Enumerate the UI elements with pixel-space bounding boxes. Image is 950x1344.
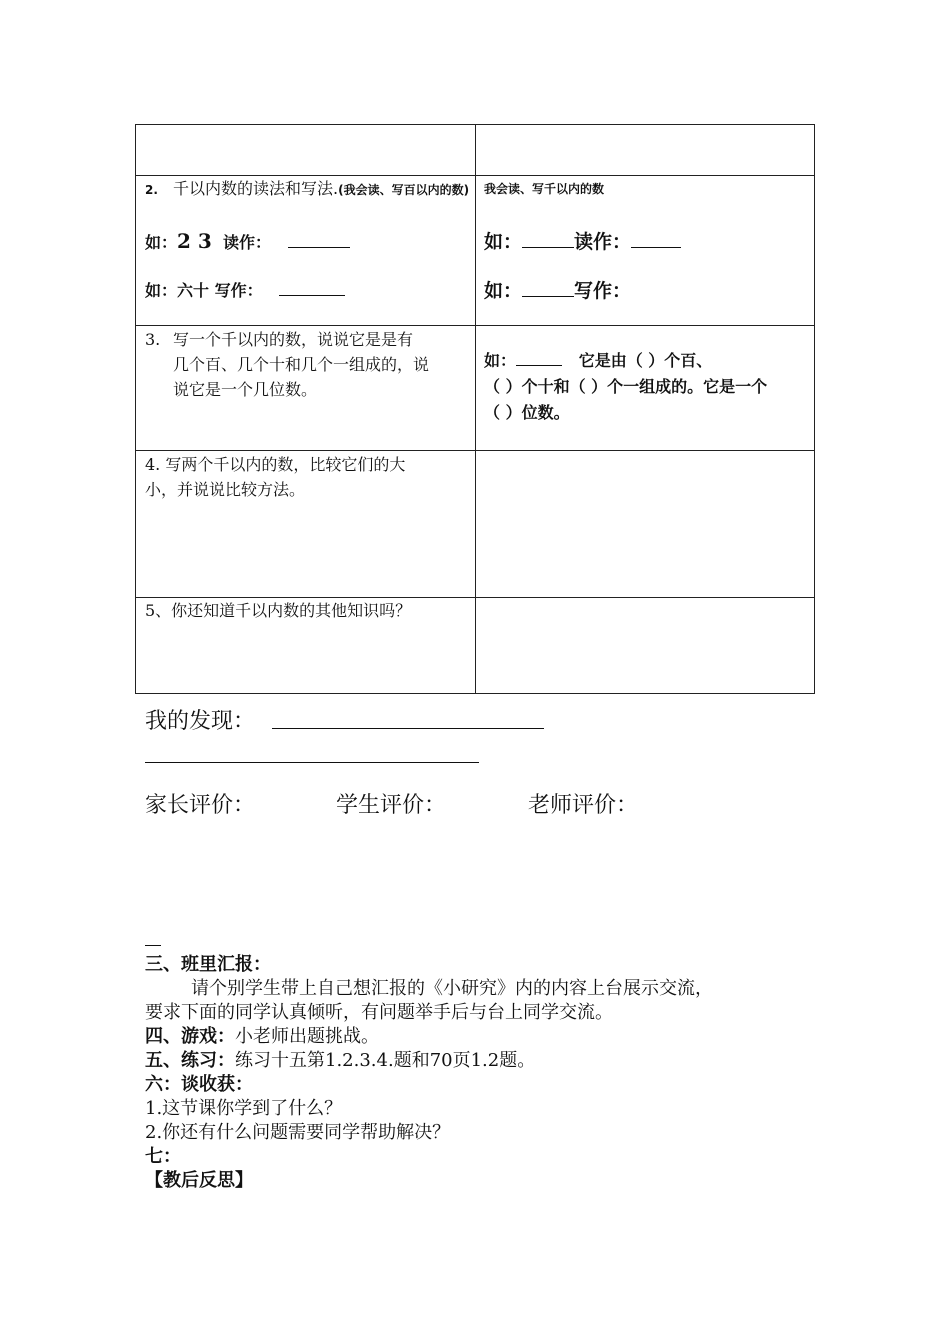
section-4-title: 四、游戏： — [145, 1026, 235, 1047]
row4-line: 小，并说说比较方法。 — [145, 480, 306, 499]
number-blank[interactable] — [522, 230, 574, 248]
section-6-question: 2.你还有什么问题需要同学帮助解决？ — [145, 1122, 451, 1143]
section-7-title: 七： — [145, 1146, 181, 1167]
composition-text: （ ）位数。 — [484, 403, 570, 422]
example-label: 如： — [484, 351, 517, 370]
answer-blank[interactable] — [631, 230, 681, 248]
example-label: 如： — [484, 231, 523, 253]
row5-line: 5、你还知道千以内数的其他知识吗？ — [145, 601, 412, 620]
section-5-text: 练习十五第1.2.3.4.题和70页1.2题。 — [235, 1050, 536, 1071]
lesson-sections — [145, 953, 845, 1193]
row3-number: 3. — [145, 330, 161, 349]
table-divider-vertical — [475, 125, 476, 693]
student-evaluation: 学生评价： — [336, 793, 447, 818]
reflection-heading: 【教后反思】 — [145, 1170, 253, 1191]
read-as-label: 读作： — [574, 231, 632, 253]
discovery-blank[interactable] — [272, 728, 544, 729]
section-6-title: 六：谈收获： — [145, 1074, 253, 1095]
teacher-evaluation: 老师评价： — [528, 793, 639, 818]
row3-left-cell — [145, 327, 473, 402]
section-3-title: 三、班里汇报： — [145, 954, 271, 975]
table-divider — [136, 325, 814, 326]
section-6-question: 1.这节课你学到了什么？ — [145, 1098, 343, 1119]
row2-left-cell — [145, 176, 470, 203]
parent-evaluation: 家长评价： — [145, 793, 256, 818]
row2-note: (我会读、写百以内的数) — [338, 183, 470, 197]
row3-line: 几个百、几个十和几个一组成的，说 — [173, 355, 430, 374]
answer-blank[interactable] — [279, 278, 345, 296]
discovery-line — [145, 704, 255, 735]
separator-dash — [145, 945, 161, 946]
example-number: 2 3 — [177, 229, 212, 253]
answer-blank[interactable] — [288, 230, 350, 248]
composition-text: 它是由（ ）个百、 — [578, 351, 713, 370]
section-3-text: 请个别学生带上自己想汇报的《小研究》内的内容上台展示交流， — [191, 978, 713, 999]
section-4-text: 小老师出题挑战。 — [235, 1026, 379, 1047]
example-label: 如： — [145, 233, 178, 252]
write-as-label: 写作： — [574, 280, 632, 302]
row2-topic: 千以内数的读法和写法. — [173, 179, 339, 198]
row3-line: 写一个千以内的数，说说它是是有 — [173, 330, 414, 349]
discovery-blank-2[interactable] — [145, 762, 479, 763]
table-divider — [136, 450, 814, 451]
read-as-label: 读作： — [222, 233, 271, 252]
composition-text: （ ）个十和（ ）个一组成的。它是一个 — [484, 377, 768, 396]
section-3-text: 要求下面的同学认真倾听，有问题举手后与台上同学交流。 — [145, 1002, 613, 1023]
row2-right-title: 我会读、写千以内的数 — [484, 182, 605, 196]
section-5-title: 五、练习： — [145, 1050, 235, 1071]
row2-left-example2 — [145, 278, 345, 301]
write-as-label: 如：六十 写作： — [145, 281, 263, 300]
row3-line: 说它是一个几位数。 — [173, 380, 318, 399]
example-label: 如： — [484, 280, 523, 302]
row5-left-cell — [145, 598, 473, 623]
row4-left-cell — [145, 452, 473, 502]
row2-right-example2 — [484, 276, 631, 303]
row2-left-example1 — [145, 229, 350, 253]
row4-line: 4. 写两个千以内的数，比较它们的大 — [145, 455, 406, 474]
row2-number: 2. — [145, 183, 158, 197]
number-blank[interactable] — [516, 350, 562, 366]
row3-right-cell — [484, 348, 814, 426]
number-blank[interactable] — [522, 279, 574, 297]
row2-right-example1 — [484, 227, 681, 254]
discovery-label: 我的发现： — [145, 709, 256, 734]
